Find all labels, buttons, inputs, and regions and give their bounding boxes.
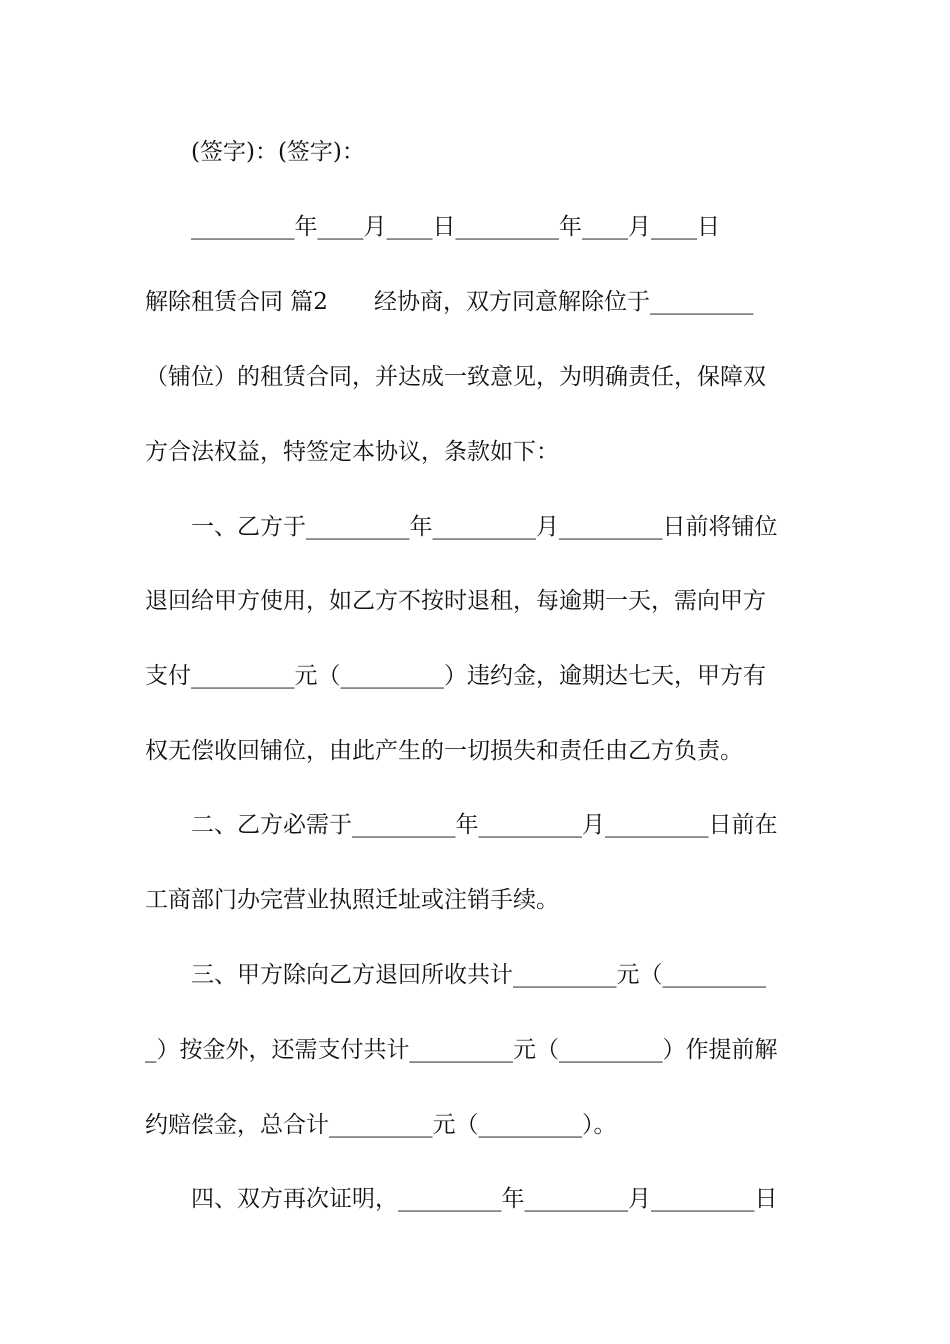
text-line-10: 二、乙方必需于_________年_________月_________日前在 bbox=[145, 812, 778, 838]
text-line-6: 一、乙方于_________年_________月_________日前将铺位 bbox=[145, 514, 778, 540]
text-line-1: (签字)：(签字)： bbox=[145, 139, 365, 165]
text-line-7: 退回给甲方使用，如乙方不按时退租，每逾期一天，需向甲方 bbox=[145, 588, 766, 614]
text-line-14: 约赔偿金，总合计_________元（_________）。 bbox=[145, 1112, 617, 1138]
text-line-3: 解除租赁合同 篇2 经协商，双方同意解除位于_________ bbox=[145, 289, 754, 315]
text-line-9: 权无偿收回铺位，由此产生的一切损失和责任由乙方负责。 bbox=[145, 738, 743, 764]
text-line-12: 三、甲方除向乙方退回所收共计_________元（_________ bbox=[145, 962, 766, 988]
text-line-5: 方合法权益，特签定本协议，条款如下： bbox=[145, 439, 559, 465]
text-line-15: 四、双方再次证明，_________年_________月_________日 bbox=[145, 1186, 778, 1212]
text-line-11: 工商部门办完营业执照迁址或注销手续。 bbox=[145, 887, 559, 913]
text-line-8: 支付_________元（_________）违约金，逾期达七天，甲方有 bbox=[145, 663, 766, 689]
text-line-4: （铺位）的租赁合同，并达成一致意见，为明确责任，保障双 bbox=[145, 364, 766, 390]
text-line-2: _________年____月____日_________年____月____日 bbox=[145, 214, 720, 240]
text-line-13: _）按金外，还需支付共计_________元（_________）作提前解 bbox=[145, 1037, 778, 1063]
